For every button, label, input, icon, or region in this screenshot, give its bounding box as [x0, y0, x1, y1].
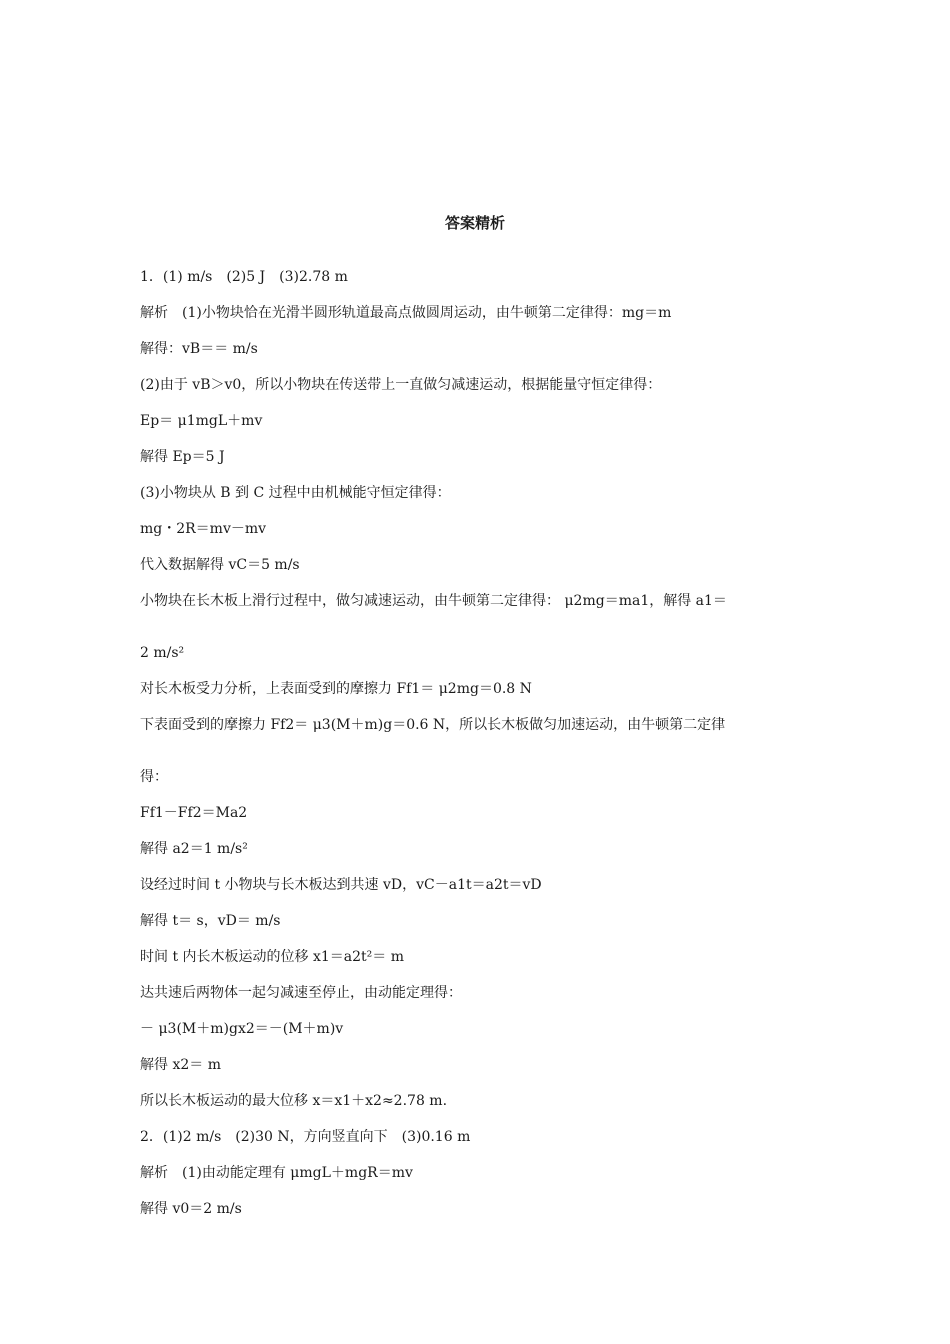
analysis-line: (2)由于 vB＞v0，所以小物块在传送带上一直做匀减速运动，根据能量守恒定律得：: [140, 377, 662, 393]
page-title: 答案精析: [444, 214, 505, 232]
analysis-line: 得：: [140, 769, 168, 785]
analysis-line: 所以长木板运动的最大位移 x＝x1＋x2≈2.78 m.: [140, 1093, 448, 1109]
analysis-line: 对长木板受力分析，上表面受到的摩擦力 Ff1＝ μ2mg＝0.8 N: [140, 681, 532, 697]
analysis-line: 下表面受到的摩擦力 Ff2＝ μ3(M＋m)g＝0.6 N，所以长木板做匀加速运动，由牛顿第二定律: [140, 717, 726, 733]
analysis-line: 解得 Ep＝5 J: [140, 449, 225, 465]
analysis-line: 时间 t 内长木板运动的位移 x1＝a2t²＝ m: [140, 949, 404, 965]
equation-line: Ep＝ μ1mgL＋mv: [140, 413, 263, 429]
analysis-line: 解析 (1)由动能定理有 μmgL＋mgR＝mv: [140, 1165, 413, 1181]
equation-line: － μ3(M＋m)gx2＝－(M＋m)v: [140, 1021, 344, 1037]
analysis-line: 解得：vB＝＝ m/s: [140, 341, 258, 357]
analysis-line: 代入数据解得 vC＝5 m/s: [140, 557, 300, 573]
analysis-line: 小物块在长木板上滑行过程中，做匀减速运动，由牛顿第二定律得： μ2mg＝ma1，解得 a1＝: [140, 593, 727, 609]
analysis-line: 达共速后两物体一起匀减速至停止，由动能定理得：: [140, 985, 462, 1001]
analysis-line: 2 m/s²: [140, 645, 185, 661]
answer-content: [140, 266, 820, 1234]
answer-2-summary: 2．(1)2 m/s (2)30 N，方向竖直向下 (3)0.16 m: [140, 1129, 471, 1145]
analysis-line: 解得 x2＝ m: [140, 1057, 221, 1073]
analysis-line: 解得 v0＝2 m/s: [140, 1201, 242, 1217]
analysis-line: 解析 (1)小物块恰在光滑半圆形轨道最高点做圆周运动，由牛顿第二定律得：mg＝m: [140, 305, 672, 321]
analysis-line: 设经过时间 t 小物块与长木板达到共速 vD，vC－a1t＝a2t＝vD: [140, 877, 542, 893]
equation-line: mg・2R＝mv－mv: [140, 521, 267, 537]
analysis-line: 解得 t＝ s，vD＝ m/s: [140, 913, 281, 929]
equation-line: Ff1－Ff2＝Ma2: [140, 805, 248, 821]
analysis-line: 解得 a2＝1 m/s²: [140, 841, 248, 857]
answer-1-summary: 1．(1) m/s (2)5 J (3)2.78 m: [140, 269, 348, 285]
analysis-line: (3)小物块从 B 到 C 过程中由机械能守恒定律得：: [140, 485, 451, 501]
